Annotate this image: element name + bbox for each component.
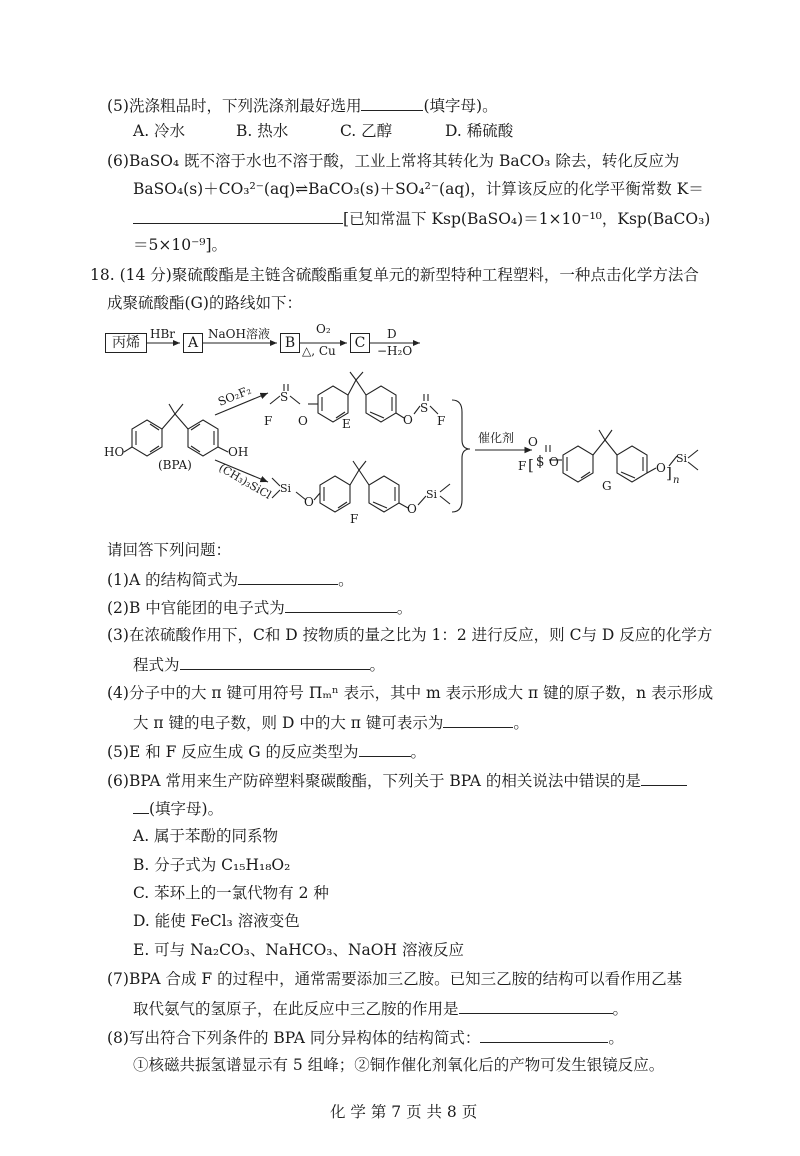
oh-label: OH xyxy=(228,445,249,459)
f-atom-o-left: O xyxy=(304,495,314,509)
q17-p6-line3-text: [已知常温下 Ksp(BaSO₄)＝1×10⁻¹⁰，Ksp(BaCO₃) xyxy=(343,210,711,228)
q18-p6-line2-text: (填字母)。 xyxy=(149,800,224,818)
q18-p7-line1: (7)BPA 合成 F 的过程中，通常需要添加三乙胺。已知三乙胺的结构可以看作用乙基 xyxy=(107,970,683,988)
brace xyxy=(452,400,470,512)
answer-blank[interactable] xyxy=(238,568,338,585)
f-atom-si-right: Si xyxy=(426,488,438,501)
answer-blank-cont[interactable] xyxy=(133,797,149,814)
catalyst-label: 催化剂 xyxy=(478,431,515,445)
e-atom-s-left: S xyxy=(280,390,289,404)
q18-p5-tail: 。 xyxy=(410,743,427,761)
q18-p8-tail: 。 xyxy=(608,1029,624,1047)
e-atom-o-left: O xyxy=(298,414,308,428)
q18-p2 xyxy=(107,596,412,618)
q18-p6-option-e: E. 可与 Na₂CO₃、NaHCO₃、NaOH 溶液反应 xyxy=(133,941,464,959)
q18-p3-tail: 。 xyxy=(369,656,386,674)
q18-p8-line2: ①核磁共振氢谱显示有 5 组峰；②铜作催化剂氧化后的产物可发生银镜反应。 xyxy=(133,1056,665,1074)
e-atom-o-right: O xyxy=(403,413,413,427)
reagent-minus-water: −H₂O xyxy=(377,344,413,358)
reagent-naoh: NaOH溶液 xyxy=(208,327,270,341)
g-subscript-n: n xyxy=(673,475,680,486)
e-atom-f-left: F xyxy=(264,414,273,428)
g-atom-o-bridge: O xyxy=(549,455,559,469)
q18-p4-line2 xyxy=(133,711,529,733)
q18-p4-line2-text: 大 π 键的电子数，则 D 中的大 π 键可表示为 xyxy=(133,714,444,732)
q18-header-line2: 成聚硫酸酯(G)的路线如下： xyxy=(107,294,302,312)
q17-p6-line2: BaSO₄(s)＋CO₃²⁻(aq)⇌BaCO₃(s)＋SO₄²⁻(aq)，计算该反应的化学平衡常数 K＝ xyxy=(133,180,704,198)
g-atom-si: Si xyxy=(676,452,688,465)
reagent-cu-heat: △, Cu xyxy=(302,344,336,358)
q17-p5-option-b: B. 热水 xyxy=(236,122,289,140)
q18-p5-text: (5)E 和 F 反应生成 G 的反应类型为 xyxy=(107,743,359,761)
q17-p6-line4: ＝5×10⁻⁹]。 xyxy=(133,236,228,254)
e-atom-s-right: S xyxy=(420,401,429,415)
f-atom-o-right: O xyxy=(407,502,417,516)
q18-p6-line1 xyxy=(107,769,687,791)
g-atom-o-end: O xyxy=(656,461,666,475)
page-footer: 化 学 第 7 页 共 8 页 xyxy=(330,1103,478,1121)
g-atom-f: F xyxy=(518,459,527,473)
g-atom-o-top: O xyxy=(528,435,538,449)
reagent-so2f2: SO₂F₂ xyxy=(215,382,254,409)
answer-blank[interactable] xyxy=(285,596,397,613)
flow-box-a: A xyxy=(183,333,203,353)
f-label: F xyxy=(350,512,359,526)
answer-blank[interactable] xyxy=(459,997,613,1014)
answer-blank[interactable] xyxy=(359,740,411,757)
q18-p8-line1 xyxy=(107,1026,624,1048)
g-bracket-left: [ xyxy=(528,456,534,474)
q18-p7-line2 xyxy=(133,997,628,1019)
reagent-tmscl: (CH₃)₃SiCl xyxy=(216,461,274,502)
reagent-hbr: HBr xyxy=(150,327,176,341)
q18-p3-line2-text: 程式为 xyxy=(133,656,180,674)
q17-p5-option-c: C. 乙醇 xyxy=(340,122,393,140)
q18-p6-line1-text: (6)BPA 常用来生产防碎塑料聚碳酸酯，下列关于 BPA 的相关说法中错误的是 xyxy=(107,772,641,790)
q18-p3-line2 xyxy=(133,653,385,675)
q18-p6-option-c: C. 苯环上的一氯代物有 2 种 xyxy=(133,884,329,902)
q18-p2-text: (2)B 中官能团的电子式为 xyxy=(107,599,285,617)
f-structure xyxy=(272,461,450,512)
q18-p4-line1: (4)分子中的大 π 键可用符号 Πₘⁿ 表示，其中 m 表示形成大 π 键的原子数，n 表示形成 xyxy=(107,684,714,702)
q18-p6-option-d: D. 能使 FeCl₃ 溶液变色 xyxy=(133,912,300,930)
flow-start-propene: 丙烯 xyxy=(105,333,147,353)
q18-p1 xyxy=(107,568,354,590)
q18-p3-line1: (3)在浓硫酸作用下，C和 D 按物质的量之比为 1：2 进行反应，则 C与 D 反应的化学方 xyxy=(107,626,713,644)
answer-blank[interactable] xyxy=(180,653,370,670)
answer-blank[interactable] xyxy=(480,1026,608,1043)
flow-box-c: C xyxy=(350,333,370,353)
q17-p5-text: (5)洗涤粗品时，下列洗涤剂最好选用 xyxy=(107,97,362,115)
e-label: E xyxy=(342,417,351,431)
flow-box-b: B xyxy=(280,333,300,353)
answer-blank[interactable] xyxy=(641,769,687,786)
q18-p4-tail: 。 xyxy=(513,714,529,732)
ho-label: HO xyxy=(104,445,125,459)
q17-p5-option-d: D. 稀硫酸 xyxy=(445,122,514,140)
answer-blank[interactable] xyxy=(443,711,513,728)
q17-p5-tail: (填字母)。 xyxy=(423,97,498,115)
g-atom-s: S xyxy=(536,455,545,469)
q18-p1-text: (1)A 的结构简式为 xyxy=(107,571,239,589)
g-label: G xyxy=(602,479,612,493)
q18-p8-line1-text: (8)写出符合下列条件的 BPA 同分异构体的结构简式： xyxy=(107,1029,481,1047)
bpa-structure xyxy=(124,404,228,456)
q18-p7-line2-text: 取代氨气的氢原子，在此反应中三乙胺的作用是 xyxy=(133,1000,459,1018)
q17-p6-line1: (6)BaSO₄ 既不溶于水也不溶于酸，工业上常将其转化为 BaCO₃ 除去，转化反应为 xyxy=(107,152,680,170)
q18-prompt: 请回答下列问题： xyxy=(107,541,232,559)
q18-p6-option-b: B. 分子式为 C₁₅H₁₈O₂ xyxy=(133,856,291,874)
e-atom-f-right: F xyxy=(437,414,446,428)
q18-p7-tail: 。 xyxy=(612,1000,629,1018)
f-atom-si-left: Si xyxy=(280,482,292,495)
q18-header-line1: 18. (14 分)聚硫酸酯是主链含硫酸酯重复单元的新型特种工程塑料，一种点击化学方法合 xyxy=(90,266,699,284)
q18-p5 xyxy=(107,740,426,762)
q18-p1-tail: 。 xyxy=(338,571,354,589)
q18-p6-option-a: A. 属于苯酚的同系物 xyxy=(133,827,279,845)
q18-p6-line2 xyxy=(133,797,223,819)
q17-p5-option-a: A. 冷水 xyxy=(133,122,186,140)
reagent-o2: O₂ xyxy=(316,322,331,336)
bpa-label: (BPA) xyxy=(158,458,192,472)
g-bracket-right: ] xyxy=(666,464,672,482)
q18-p2-tail: 。 xyxy=(396,599,413,617)
reagent-d: D xyxy=(387,327,397,341)
